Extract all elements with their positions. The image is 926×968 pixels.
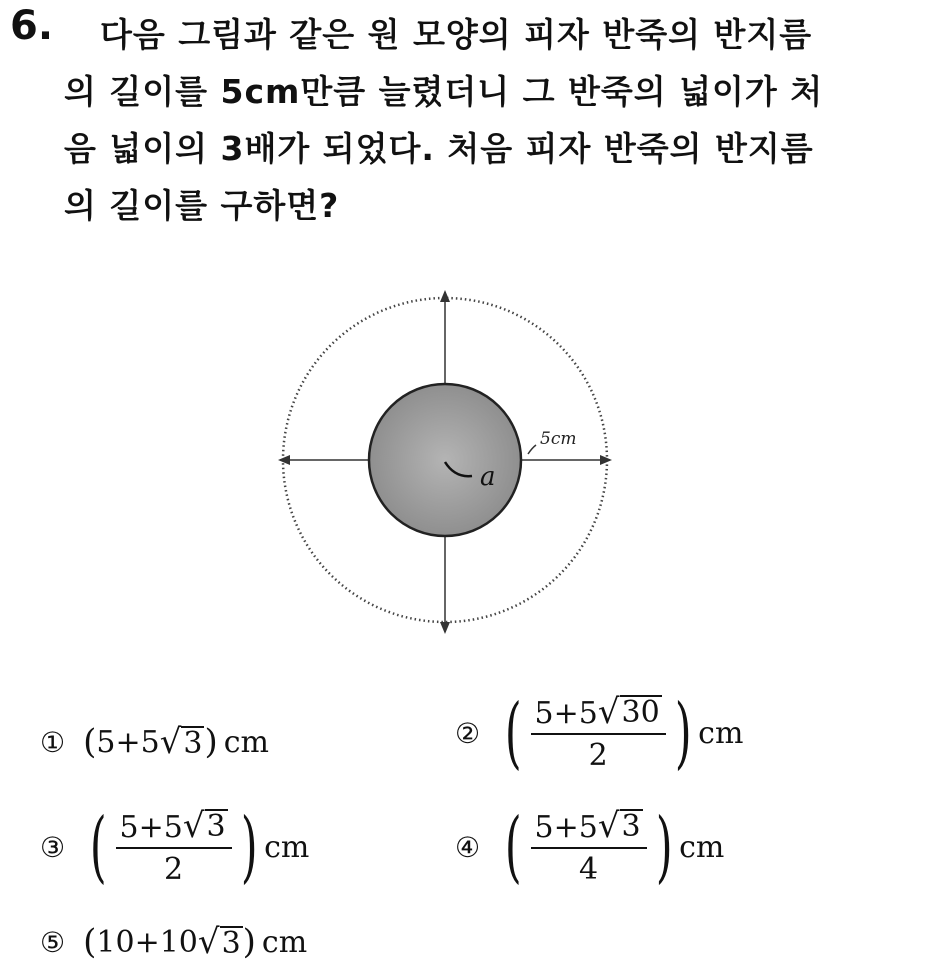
fraction <box>116 805 232 887</box>
close-paren: ) <box>655 802 673 892</box>
radical-sign: √ <box>597 805 620 846</box>
choice-3-radicand: 3 <box>206 809 226 844</box>
close-paren: ) <box>242 922 256 962</box>
choice-1-term-b: 5 <box>140 724 160 760</box>
choice-3-mark: ③ <box>40 830 66 864</box>
choice-3-term-a: 5 <box>119 809 139 845</box>
close-paren: ) <box>204 722 218 762</box>
choice-1-radicand: 3 <box>183 725 203 761</box>
sqrt <box>597 691 662 732</box>
choice-4-term-a: 5 <box>534 809 554 845</box>
numerator <box>116 805 232 849</box>
choice-1-mark: ① <box>40 725 66 759</box>
choice-2[interactable] <box>455 688 744 778</box>
plus-sign: + <box>553 809 579 845</box>
question-line-3: 음 넓이의 3배가 되었다. 처음 피자 반죽의 반지름 <box>64 129 814 168</box>
plus-sign: + <box>115 724 141 760</box>
choice-2-mark: ② <box>455 716 481 750</box>
choice-5[interactable] <box>40 922 307 962</box>
open-paren: ( <box>89 802 107 892</box>
close-paren: ) <box>240 802 258 892</box>
choice-4-term-b: 5 <box>578 809 598 845</box>
choice-2-radicand: 30 <box>621 695 660 730</box>
radical-sign: √ <box>197 922 220 962</box>
arrow-down <box>440 622 450 634</box>
fraction <box>531 805 647 887</box>
pizza-dough-figure <box>250 240 635 660</box>
choice-1-unit: cm <box>223 724 269 760</box>
sqrt <box>197 922 243 962</box>
radical-sign: √ <box>182 805 205 846</box>
choice-5-unit: cm <box>261 924 308 960</box>
plus-sign: + <box>138 809 164 845</box>
numerator <box>531 805 647 849</box>
numerator <box>531 691 666 735</box>
radical-sign: √ <box>597 691 620 732</box>
question-line-4: 의 길이를 구하면? <box>64 186 340 225</box>
choice-4-denominator: 4 <box>579 851 599 887</box>
increment-label: 5cm <box>540 429 577 449</box>
choice-5-radicand: 3 <box>221 925 241 961</box>
plus-sign: + <box>553 695 579 731</box>
open-paren: ( <box>504 802 522 892</box>
choice-4-mark: ④ <box>455 830 481 864</box>
choice-5-mark: ⑤ <box>40 925 66 959</box>
increment-pointer <box>528 445 536 454</box>
sqrt <box>159 722 205 762</box>
sqrt <box>182 805 228 846</box>
plus-sign: + <box>134 924 160 960</box>
question-number: 6. <box>10 3 54 49</box>
arrow-up <box>440 290 450 302</box>
choice-2-term-b: 5 <box>578 695 598 731</box>
radical-sign: √ <box>159 722 182 762</box>
original-dough-circle <box>369 384 521 536</box>
choice-2-unit: cm <box>698 715 744 751</box>
choice-1[interactable] <box>40 722 269 762</box>
choice-4-unit: cm <box>679 829 725 865</box>
choice-4-radicand: 3 <box>621 809 641 844</box>
choice-1-term-a: 5 <box>96 724 116 760</box>
open-paren: ( <box>504 688 522 778</box>
question-line-1: 다음 그림과 같은 원 모양의 피자 반죽의 반지름 <box>100 15 813 54</box>
circle-diagram <box>250 240 635 660</box>
choice-2-denominator: 2 <box>588 737 608 773</box>
choice-5-term-a: 10 <box>96 924 135 960</box>
choice-3-unit: cm <box>264 829 310 865</box>
question-line-2: 의 길이를 5cm만큼 늘렸더니 그 반죽의 넓이가 처 <box>64 72 824 111</box>
choice-4[interactable] <box>455 802 725 892</box>
choice-3[interactable] <box>40 802 310 892</box>
open-paren: ( <box>83 722 97 762</box>
choice-3-denominator: 2 <box>164 851 184 887</box>
close-paren: ) <box>674 688 692 778</box>
fraction <box>531 691 666 773</box>
choice-5-term-b: 10 <box>159 924 198 960</box>
choice-2-term-a: 5 <box>534 695 554 731</box>
sqrt <box>597 805 643 846</box>
radius-label: a <box>480 462 496 492</box>
open-paren: ( <box>83 922 97 962</box>
choice-3-term-b: 5 <box>163 809 183 845</box>
